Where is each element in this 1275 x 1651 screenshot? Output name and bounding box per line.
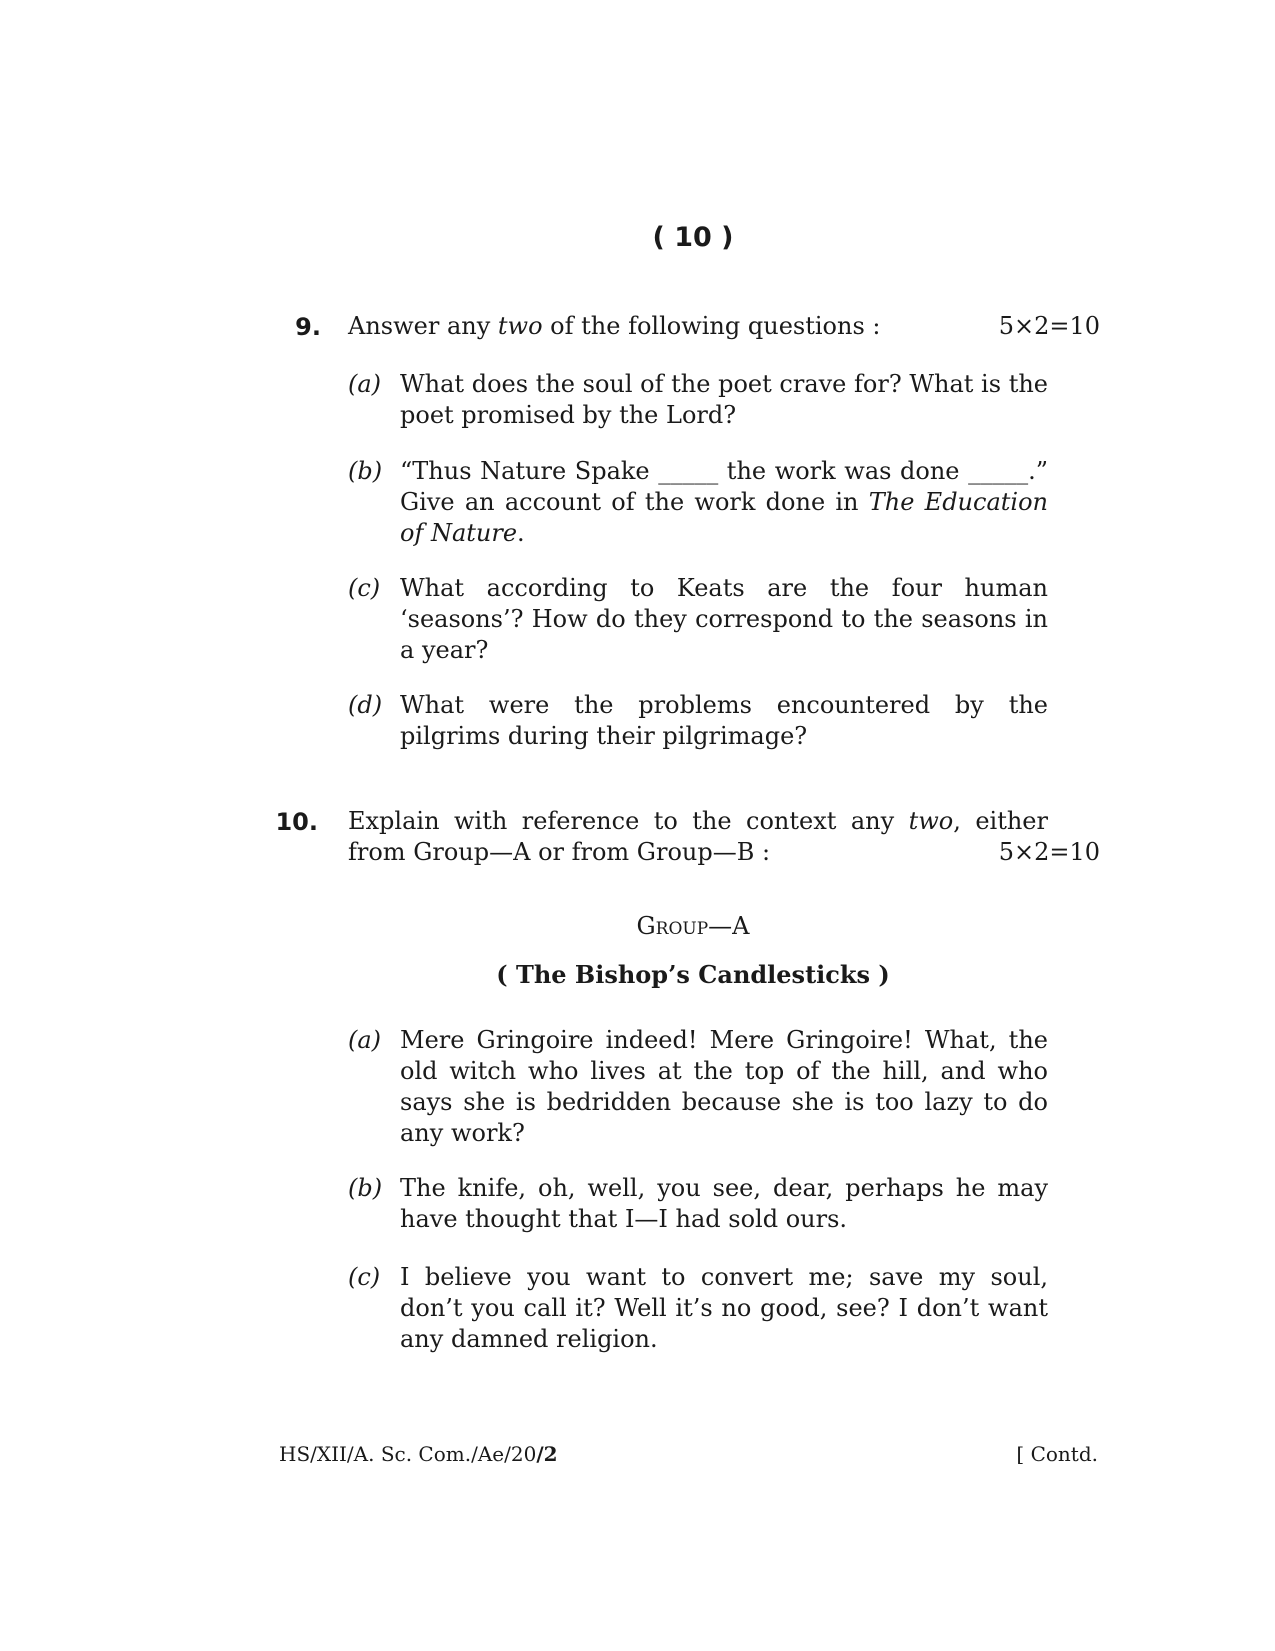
question-10-text: Explain with reference to the context any two, either from Group—A or from Group—B : (348, 807, 1048, 866)
sub-text: What does the soul of the poet crave for? What is the poet promised by the Lord? (400, 370, 1048, 429)
sub-label: (a) (348, 1026, 382, 1054)
question-10b (348, 1173, 1048, 1235)
question-9-text: Answer any two of the following questions : (348, 312, 881, 340)
question-9-marks: 5×2=10 (998, 312, 1100, 340)
question-9c (348, 573, 1048, 666)
question-10a (348, 1025, 1048, 1149)
paper-code: HS/XII/A. Sc. Com./Ae/20/2 (279, 1442, 558, 1466)
group-heading: Group—A (636, 912, 750, 940)
section-title: ( The Bishop’s Candlesticks ) (496, 960, 890, 989)
sub-text: I believe you want to convert me; save my soul, don’t you call it? Well it’s no good, see? I don’t want any damned religion. (400, 1263, 1048, 1353)
sub-text: What according to Keats are the four human ‘seasons’? How do they correspond to the seasons in a year? (400, 574, 1048, 664)
question-9d (348, 690, 1048, 752)
sub-label: (c) (348, 574, 381, 602)
question-9b (348, 456, 1048, 549)
sub-label: (a) (348, 370, 382, 398)
question-10-marks: 5×2=10 (998, 838, 1100, 866)
question-number: 10. (275, 808, 318, 836)
sub-text: “Thus Nature Spake _____ the work was done _____.” Give an account of the work done in The Education of Nature. (400, 457, 1048, 547)
sub-text: The knife, oh, well, you see, dear, perhaps he may have thought that I—I had sold ours. (400, 1174, 1048, 1233)
sub-label: (b) (348, 1174, 383, 1202)
sub-label: (b) (348, 457, 383, 485)
sub-text: What were the problems encountered by the pilgrims during their pilgrimage? (400, 691, 1048, 750)
contd-label: [ Contd. (1016, 1442, 1098, 1466)
question-9a (348, 369, 1048, 431)
sub-label: (c) (348, 1263, 381, 1291)
question-number: 9. (295, 313, 321, 341)
sub-text: Mere Gringoire indeed! Mere Gringoire! What, the old witch who lives at the top of the hill, and who says she is bedridden because she is too lazy to do any work? (400, 1026, 1048, 1147)
question-10c (348, 1262, 1048, 1355)
page-number: ( 10 ) (652, 222, 734, 253)
sub-label: (d) (348, 691, 383, 719)
